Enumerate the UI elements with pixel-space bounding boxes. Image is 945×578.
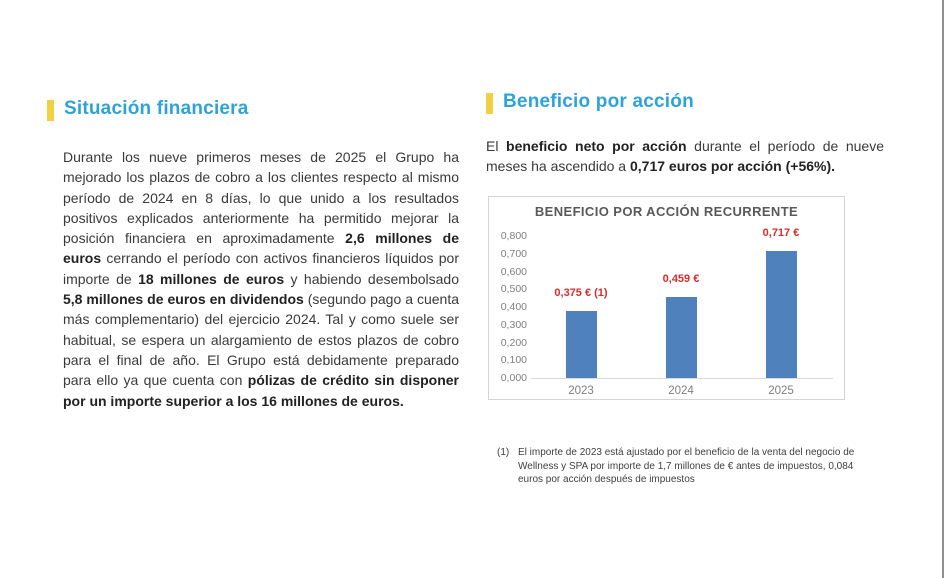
y-axis-tick-label: 0,200 [500, 336, 527, 349]
right-section-paragraph: El beneficio neto por acción durante el período de nueve meses ha ascendido a 0,717 euros por acción (+56%). [486, 138, 884, 175]
chart-title: BENEFICIO POR ACCIÓN RECURRENTE [534, 204, 799, 219]
footnote-marker: (1) [497, 447, 510, 458]
right-section-header [486, 91, 694, 114]
page-edge-divider [942, 0, 944, 578]
yellow-accent-bar [486, 93, 493, 114]
bar-chart [488, 196, 845, 400]
bar-data-label: 0,459 € [662, 272, 700, 285]
bar-2023 [566, 311, 597, 378]
yellow-accent-bar [47, 100, 54, 121]
y-axis-tick-label: 0,300 [500, 318, 527, 331]
x-axis-label: 2025 [768, 385, 794, 397]
y-axis-tick-label: 0,100 [500, 354, 527, 367]
bar-data-label: 0,375 € (1) [554, 287, 608, 300]
x-axis-label: 2024 [668, 385, 694, 397]
left-section-paragraph: Durante los nueve primeros meses de 2025 el Grupo ha mejorado los plazos de cobro a los clientes respecto al mismo período de 2024 en 8 días, lo que unido a los resultados positivos explicados anteriormente ha permitido mejorar la posición financiera en aproximadamente 2,6 millones de euros cerrando el período con activos financieros líquidos por importe de 18 millones de euros y habiendo desembolsado 5,8 millones de euros en dividendos (segundo pago a cuenta más complementario) del ejercicio 2024. Tal y como suele ser habitual, se espera un alargamiento de estos plazos de cobro para el final de año. El Grupo está debidamente preparado para ello ya que cuenta con pólizas de crédito sin disponer por un importe superior a los 16 millones de euros. [63, 149, 460, 409]
right-section-title: Beneficio por acción [503, 91, 694, 112]
bar-2024 [666, 297, 697, 378]
left-section-header [47, 98, 249, 121]
y-axis-tick-label: 0,600 [500, 265, 527, 278]
x-axis-line [531, 378, 833, 379]
left-section-title: Situación financiera [64, 98, 249, 119]
footnote-text: El importe de 2023 está ajustado por el beneficio de la venta del negocio de Wellness y SPA por importe de 1,7 millones de € antes de impuestos, 0,084 euros por acción después de impuestos [518, 447, 855, 485]
bar-data-label: 0,717 € [762, 226, 800, 239]
y-axis-tick-label: 0,500 [500, 283, 527, 296]
x-axis-label: 2023 [568, 385, 594, 397]
footnote [497, 446, 879, 487]
y-axis-tick-label: 0,800 [500, 230, 527, 242]
y-axis-tick-label: 0,700 [500, 247, 527, 260]
y-axis-tick-label: 0,000 [500, 372, 527, 384]
bar-2025 [766, 251, 797, 378]
y-axis-tick-label: 0,400 [500, 301, 527, 313]
